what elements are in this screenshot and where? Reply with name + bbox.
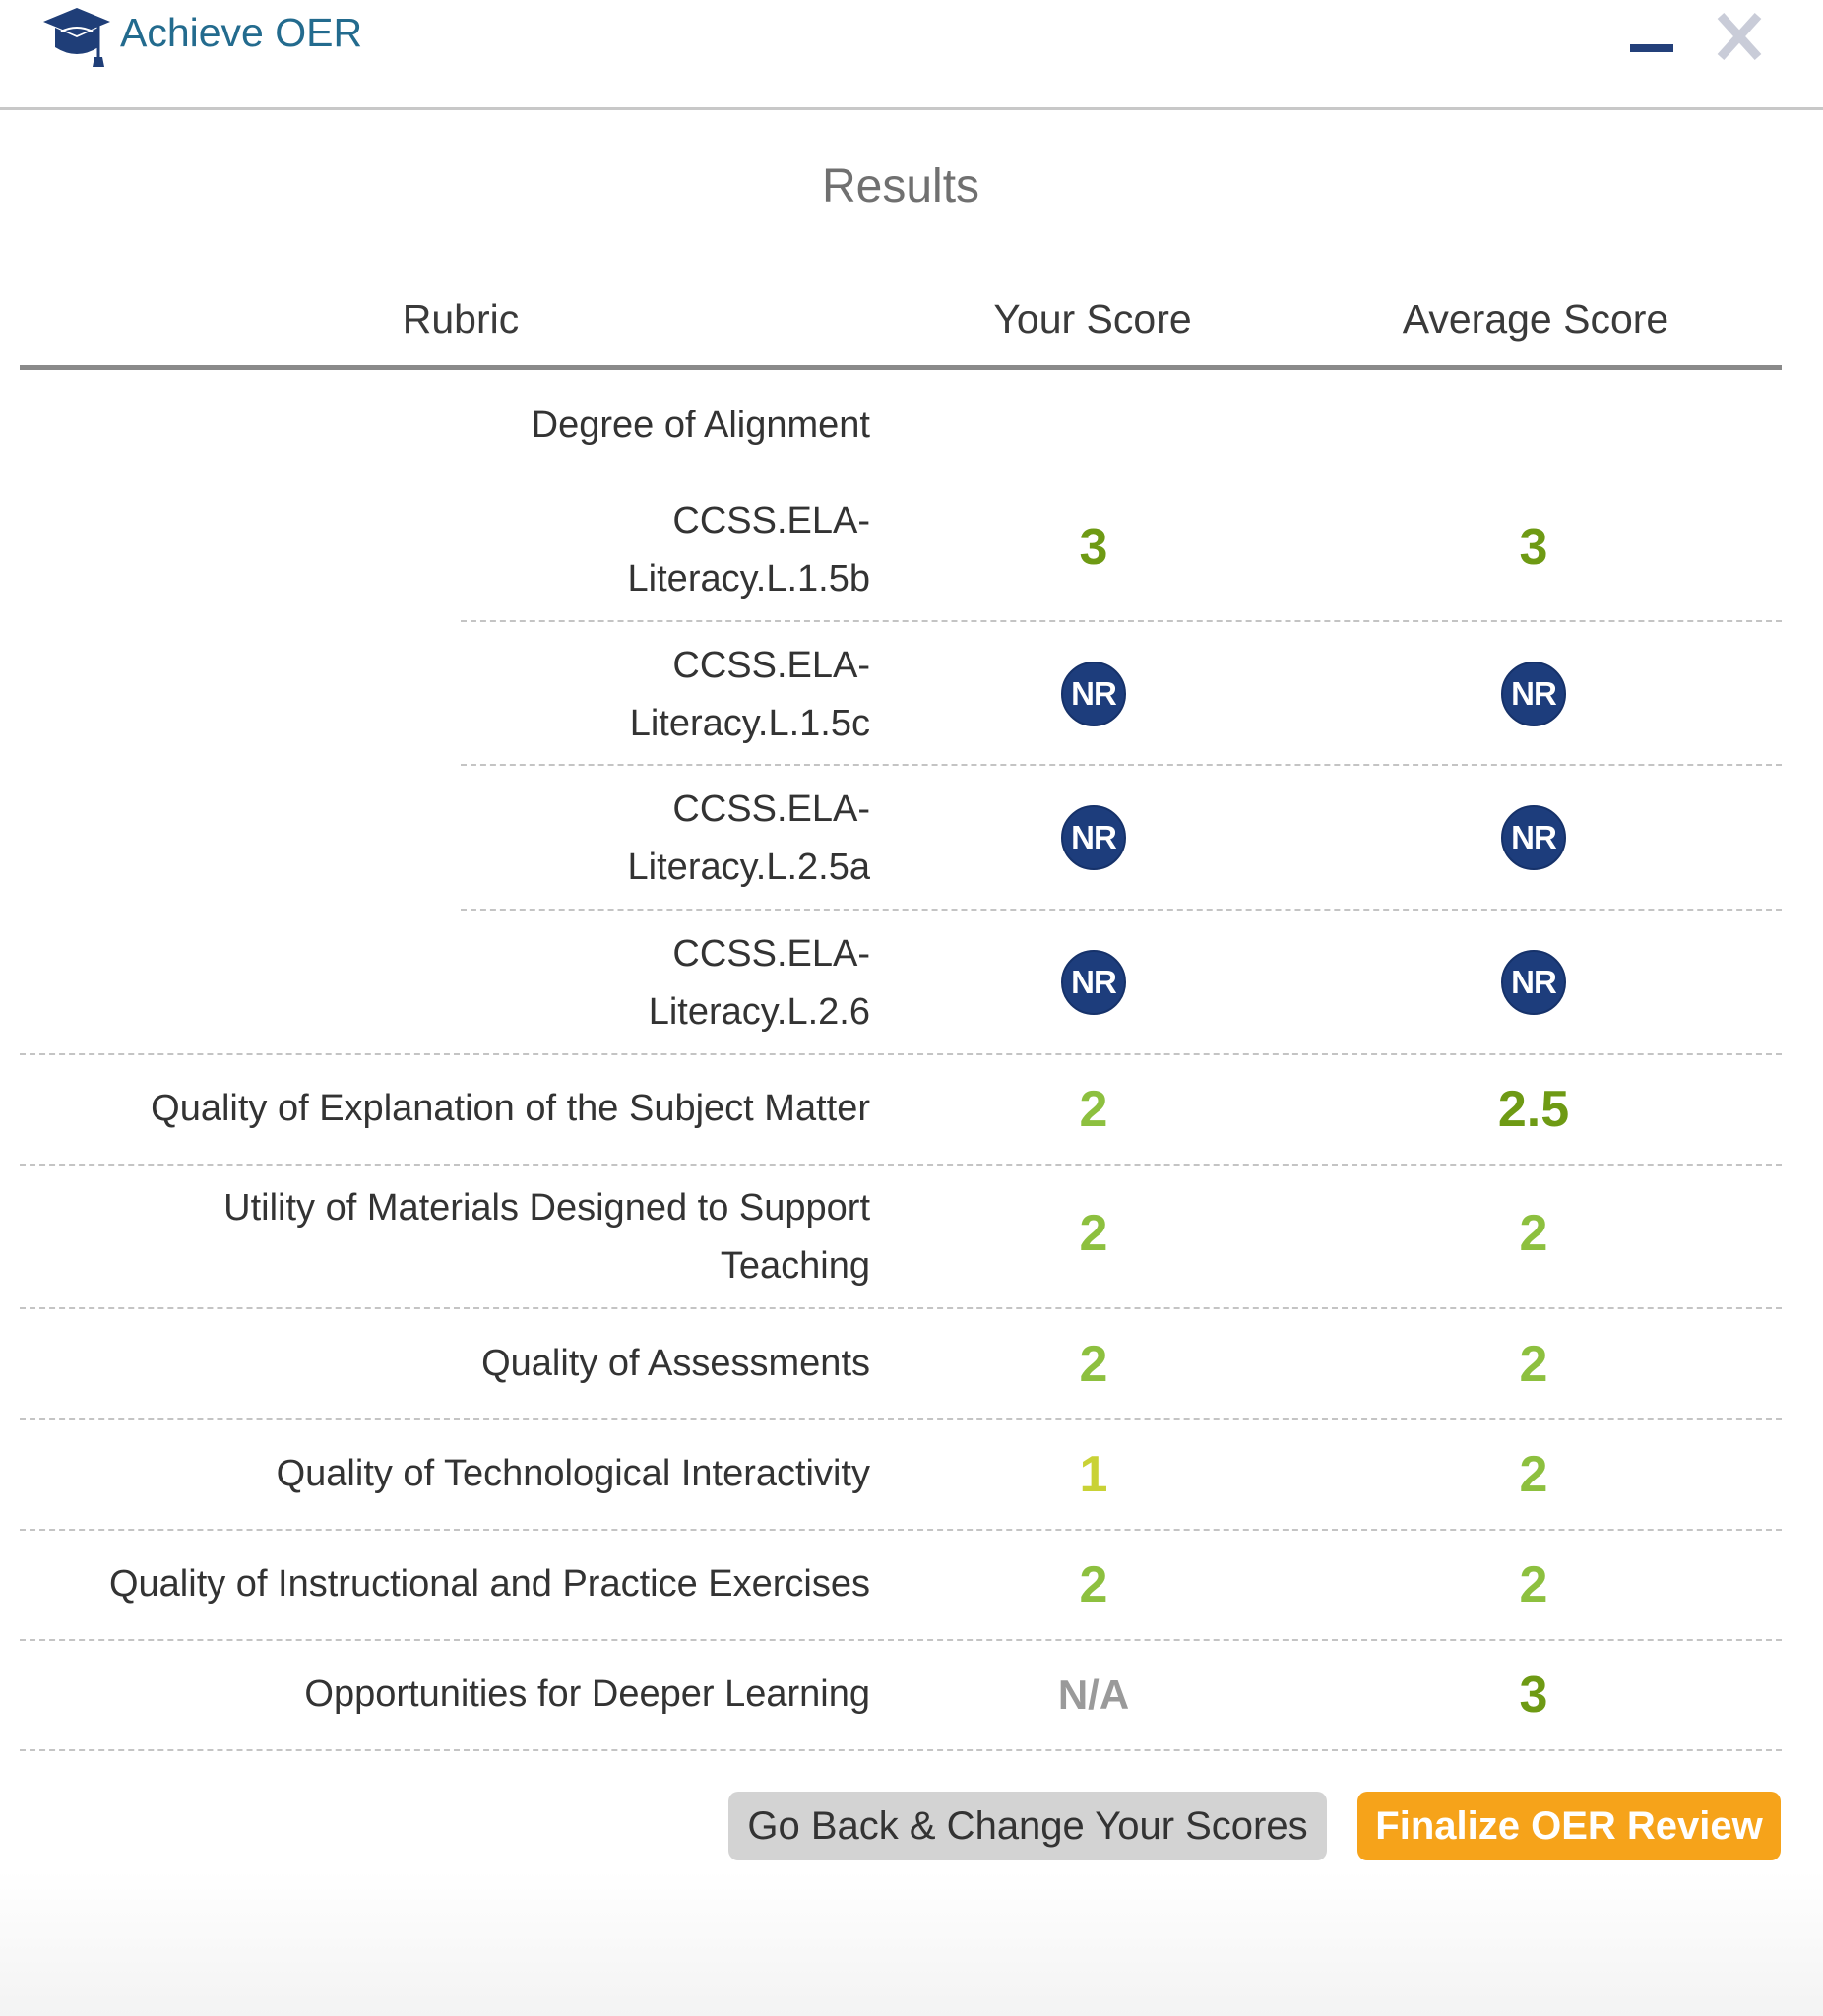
close-icon[interactable] [1711, 6, 1768, 67]
header-divider [20, 365, 1782, 370]
your-score-value: 2 [1079, 1081, 1108, 1138]
your-score-value: 1 [1079, 1446, 1108, 1503]
not-rated-badge: NR [1501, 662, 1566, 726]
row-divider [20, 1164, 1782, 1166]
row-divider [20, 1639, 1782, 1641]
average-score-value: 2.5 [1497, 1081, 1570, 1138]
row-divider [20, 1053, 1782, 1055]
rubric-label: Quality of Instructional and Practice Exercises [108, 1563, 870, 1605]
average-score-value: 2 [1519, 1446, 1548, 1503]
row-divider [461, 764, 1782, 766]
row-divider [20, 1529, 1782, 1531]
standard-code-line2: Literacy.L.2.5a [627, 847, 870, 888]
not-rated-badge: NR [1061, 662, 1126, 726]
alignment-heading: Degree of Alignment [531, 405, 870, 446]
row-divider [20, 1418, 1782, 1420]
average-score-value: 2 [1519, 1205, 1548, 1262]
rubric-label: Opportunities for Deeper Learning [304, 1673, 870, 1715]
column-header-rubric: Rubric [402, 296, 520, 342]
column-header-your-score: Your Score [993, 296, 1192, 342]
window-header [0, 0, 1823, 110]
your-score-value: 2 [1079, 1336, 1108, 1393]
not-rated-badge: NR [1501, 950, 1566, 1015]
standard-code-line2: Literacy.L.1.5b [627, 558, 870, 599]
your-score-value: 2 [1079, 1205, 1108, 1262]
row-divider [461, 620, 1782, 622]
standard-code-line1: CCSS.ELA- [672, 645, 870, 686]
not-rated-badge: NR [1061, 805, 1126, 870]
row-divider [20, 1307, 1782, 1309]
row-divider [461, 909, 1782, 911]
rubric-label-line2: Teaching [720, 1245, 870, 1287]
not-rated-badge: NR [1501, 805, 1566, 870]
standard-code-line2: Literacy.L.2.6 [648, 991, 870, 1033]
column-header-average-score: Average Score [1402, 296, 1669, 342]
average-score-value: 2 [1519, 1556, 1548, 1613]
your-score-value: 2 [1079, 1556, 1108, 1613]
standard-code-line1: CCSS.ELA- [672, 500, 870, 541]
go-back-change-scores-button[interactable]: Go Back & Change Your Scores [728, 1792, 1327, 1860]
average-score-value: 2 [1519, 1336, 1548, 1393]
average-score-value: 3 [1519, 519, 1548, 576]
rubric-label: Quality of Assessments [481, 1343, 870, 1384]
app-title: Achieve OER [120, 10, 363, 55]
standard-code-line2: Literacy.L.1.5c [629, 703, 870, 744]
standard-code-line1: CCSS.ELA- [672, 788, 870, 830]
your-score-value: 3 [1079, 519, 1108, 576]
rubric-label: Quality of Technological Interactivity [276, 1453, 870, 1494]
minimize-icon [1630, 44, 1673, 52]
graduation-cap-icon [41, 2, 112, 71]
average-score-value: 3 [1519, 1667, 1548, 1724]
rubric-label: Quality of Explanation of the Subject Matter [151, 1088, 870, 1129]
your-score-na: N/A [1057, 1671, 1130, 1718]
standard-code-line1: CCSS.ELA- [672, 933, 870, 975]
finalize-oer-review-button[interactable]: Finalize OER Review [1357, 1792, 1781, 1860]
row-divider [20, 1749, 1782, 1751]
results-title: Results [821, 160, 980, 213]
rubric-label-line1: Utility of Materials Designed to Support [223, 1187, 870, 1228]
not-rated-badge: NR [1061, 950, 1126, 1015]
minimize-button[interactable] [1624, 12, 1679, 61]
